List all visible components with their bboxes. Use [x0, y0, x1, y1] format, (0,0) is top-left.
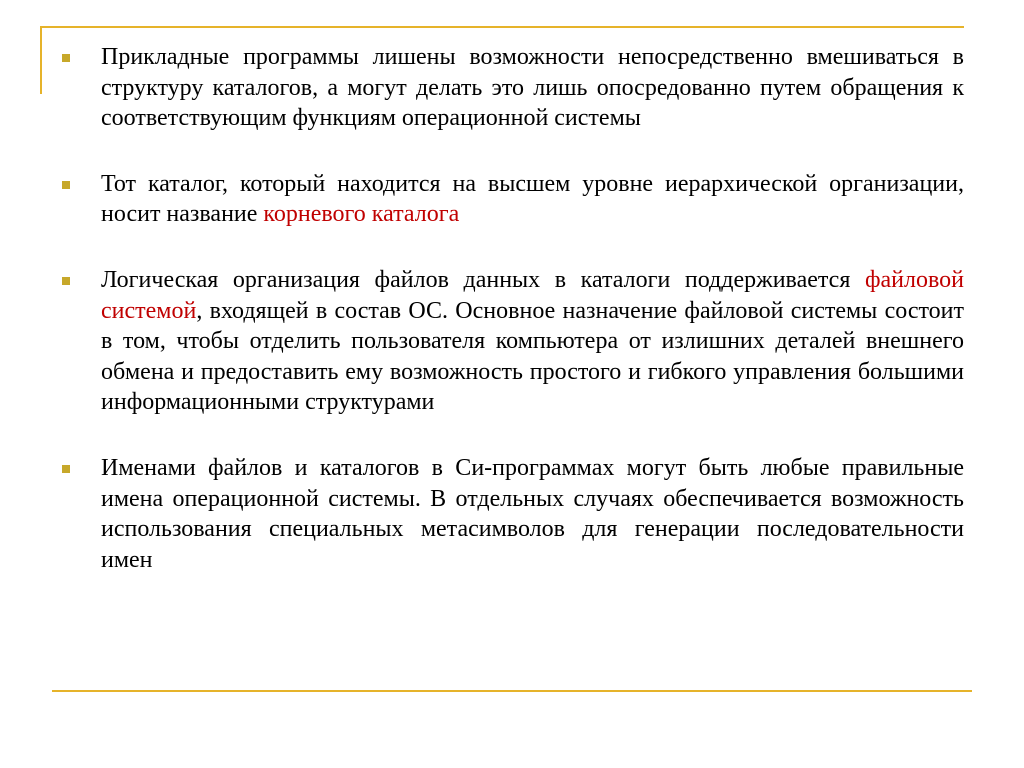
top-rule	[40, 26, 964, 28]
highlighted-term: файловой системой	[101, 266, 964, 324]
bullet-item-2	[62, 169, 964, 230]
highlighted-term: корневого каталога	[263, 201, 460, 228]
square-bullet-icon	[62, 54, 70, 62]
bullet-text: Именами файлов и каталогов в Си-программах могут быть любые правильные имена операционной системы. В отдельных случаях обеспечивается возможность использования специальных метасимволов для генерации последовательности имен	[101, 454, 964, 573]
bullet-text-continued: , входящей в состав ОС. Основное назначение файловой системы состоит в том, чтобы отделить пользователя компьютера от излишних деталей внешнего обмена и предоставить ему возможность простого и гибкого управления большими информационными структурами	[101, 297, 964, 416]
bullet-item-4	[62, 453, 964, 575]
slide-body	[62, 42, 964, 575]
bottom-rule	[52, 690, 972, 692]
square-bullet-icon	[62, 181, 70, 189]
bullet-text: Прикладные программы лишены возможности непосредственно вмешиваться в структуру каталогов, а могут делать это лишь опосредованно путем обращения к соответствующим функциям операционной системы	[101, 44, 964, 132]
bullet-item-1	[62, 42, 964, 134]
bullet-item-3	[62, 265, 964, 418]
square-bullet-icon	[62, 465, 70, 473]
bullet-text: Тот каталог, который находится на высшем уровне иерархической организации, носит название	[101, 170, 964, 228]
bullet-text: Логическая организация файлов данных в каталоги поддерживается	[101, 266, 865, 293]
square-bullet-icon	[62, 277, 70, 285]
left-rule	[40, 26, 42, 94]
